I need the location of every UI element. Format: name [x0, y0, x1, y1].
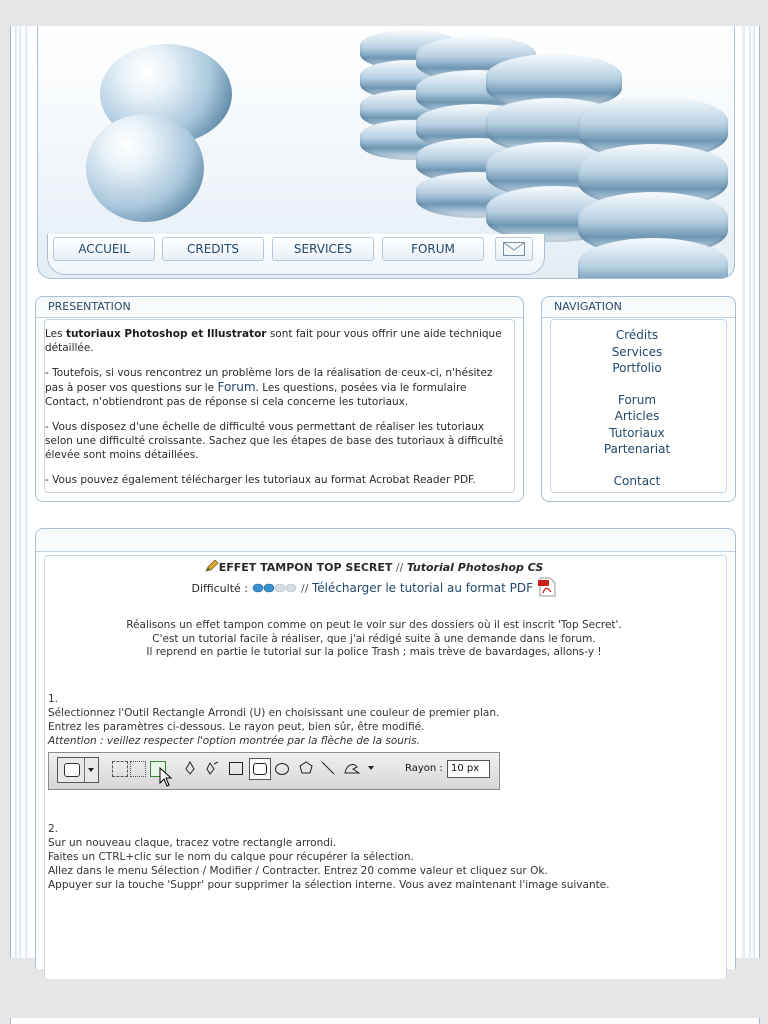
freeform-pen-icon [205, 761, 219, 775]
nav-link-partenariat[interactable]: Partenariat [603, 442, 671, 456]
mouse-cursor-icon [159, 767, 173, 787]
step-line: Faites un CTRL+clic sur le nom du calque pour récupérer la sélection. [48, 851, 414, 863]
paths-icon [130, 761, 146, 777]
tutorial-intro [40, 619, 708, 660]
photoshop-toolbar-image [48, 752, 500, 790]
pencil-icon [205, 560, 219, 572]
nav-link-articles[interactable]: Articles [614, 409, 660, 423]
step-line: Sélectionnez l'Outil Rectangle Arrondi (U) en choisissant une couleur de premier plan. [48, 707, 500, 719]
tutorial-title: EFFET TAMPON TOP SECRET [218, 561, 393, 574]
nav-services[interactable]: SERVICES [272, 237, 374, 261]
left-inner-rail [25, 26, 29, 958]
rectangle-tool-icon [229, 762, 243, 775]
p1-bold: tutoriaux Photoshop et Illustrator [65, 328, 267, 340]
difficulty-label: Difficulté : [191, 582, 248, 595]
step-2 [48, 822, 688, 892]
forum-link[interactable]: Forum [217, 380, 256, 394]
ellipse-tool-icon [275, 763, 289, 775]
next-page-strip [10, 1018, 760, 1024]
presentation-p4: - Vous pouvez également télécharger les tutoriaux au format Acrobat Reader PDF. [45, 474, 476, 486]
difficulty-dot-filled [253, 584, 263, 592]
step-line: Appuyer sur la touche 'Suppr' pour supprimer la sélection interne. Vous avez maintenant l'image suivante. [48, 879, 610, 891]
step-line: Sur un nouveau claque, tracez votre rectangle arrondi. [48, 837, 337, 849]
difficulty-meter [252, 583, 298, 593]
nav-link-services[interactable]: Services [611, 344, 663, 359]
step-line: Entrez les paramètres ci-dessous. Le rayon peut, bien sûr, être modifié. [48, 721, 425, 733]
intro-line: Il reprend en partie le tutorial sur la police Trash ; mais trève de bavardages, allons-y ! [146, 646, 602, 658]
navigation-title: NAVIGATION [542, 297, 735, 318]
nav-accueil[interactable]: ACCUEIL [53, 237, 155, 261]
custom-shape-icon [343, 761, 361, 775]
nav-link-contact[interactable]: Contact [613, 473, 661, 488]
presentation-p3: - Vous disposez d'une échelle de difficulté vous permettant de réaliser les tutoriaux selon une difficulté croissante. Sachez que les étapes de base des tutoriaux à difficulté élevée sont moins détaillées. [45, 421, 504, 461]
nav-link-credits[interactable]: Crédits [615, 328, 659, 342]
pdf-icon[interactable] [537, 577, 557, 597]
p1-post: sont fait pour vous offrir une aide technique détaillée. [45, 328, 502, 354]
step-1 [48, 692, 688, 748]
line-tool-icon [321, 761, 335, 775]
rayon-label: Rayon : [405, 763, 443, 774]
difficulty-dot-empty [286, 584, 296, 592]
nav-forum[interactable]: FORUM [382, 237, 484, 261]
p2-pre: - Toutefois, si vous rencontrez un problème lors de la réalisation de ceux-ci, n'hésitez pas à poser vos questions sur le [45, 367, 493, 394]
title-separator: // [392, 561, 407, 574]
right-inner-rail [741, 26, 745, 958]
presentation-p1 [45, 327, 510, 355]
p2-post: . Les questions, posées via le formulaire Contact, n'obtiendront pas de réponse si cela concerne les tutoriaux. [45, 382, 467, 408]
step-note: Attention : veillez respecter l'option montrée par la flèche de la souris. [48, 735, 420, 747]
step-number: 2. [48, 823, 59, 835]
nav-link-forum[interactable]: Forum [617, 392, 657, 407]
left-rail [15, 26, 21, 958]
mail-button[interactable] [495, 237, 533, 261]
step-line: Allez dans le menu Sélection / Modifier / Contracter. Entrez 20 comme valeur et cliquez sur Ok. [48, 865, 548, 877]
shape-layers-icon [112, 761, 128, 777]
tutorial-box-head [36, 529, 735, 552]
presentation-title: PRESENTATION [36, 297, 523, 318]
chrome-sphere [86, 114, 204, 222]
difficulty-dot-empty [275, 584, 285, 592]
download-separator: // [301, 582, 312, 595]
rounded-rect-tool-icon [249, 758, 271, 780]
p1-pre: Les [45, 328, 66, 340]
intro-line: C'est un tutorial facile à réaliser, que j'ai rédigé suite à une demande dans le forum. [152, 632, 596, 645]
nav-link-tutoriaux[interactable]: Tutoriaux [609, 425, 665, 440]
difficulty-line [40, 577, 708, 597]
nav-credits[interactable]: CREDITS [162, 237, 264, 261]
tutorial-heading [40, 560, 708, 574]
difficulty-dot-filled [264, 584, 274, 592]
envelope-icon [503, 242, 525, 256]
intro-line: Réalisons un effet tampon comme on peut le voir sur des dossiers où il est inscrit 'Top Secret'. [126, 619, 622, 631]
step-number: 1. [48, 693, 59, 705]
nav-link-portfolio[interactable]: Portfolio [612, 361, 662, 375]
tutorial-subtitle: Tutorial Photoshop CS [406, 561, 544, 574]
shape-dropdown-icon [368, 766, 374, 770]
polygon-tool-icon [299, 761, 313, 775]
navigation-list [548, 327, 726, 489]
rayon-input: 10 px [447, 760, 490, 778]
presentation-p2 [45, 366, 510, 409]
tool-preset-picker [57, 757, 99, 783]
download-pdf-link[interactable]: Télécharger le tutorial au format PDF [311, 581, 534, 595]
presentation-text [45, 327, 510, 498]
right-rail [749, 26, 755, 958]
pen-tool-icon [183, 761, 197, 775]
difficulty-dots [252, 582, 302, 595]
